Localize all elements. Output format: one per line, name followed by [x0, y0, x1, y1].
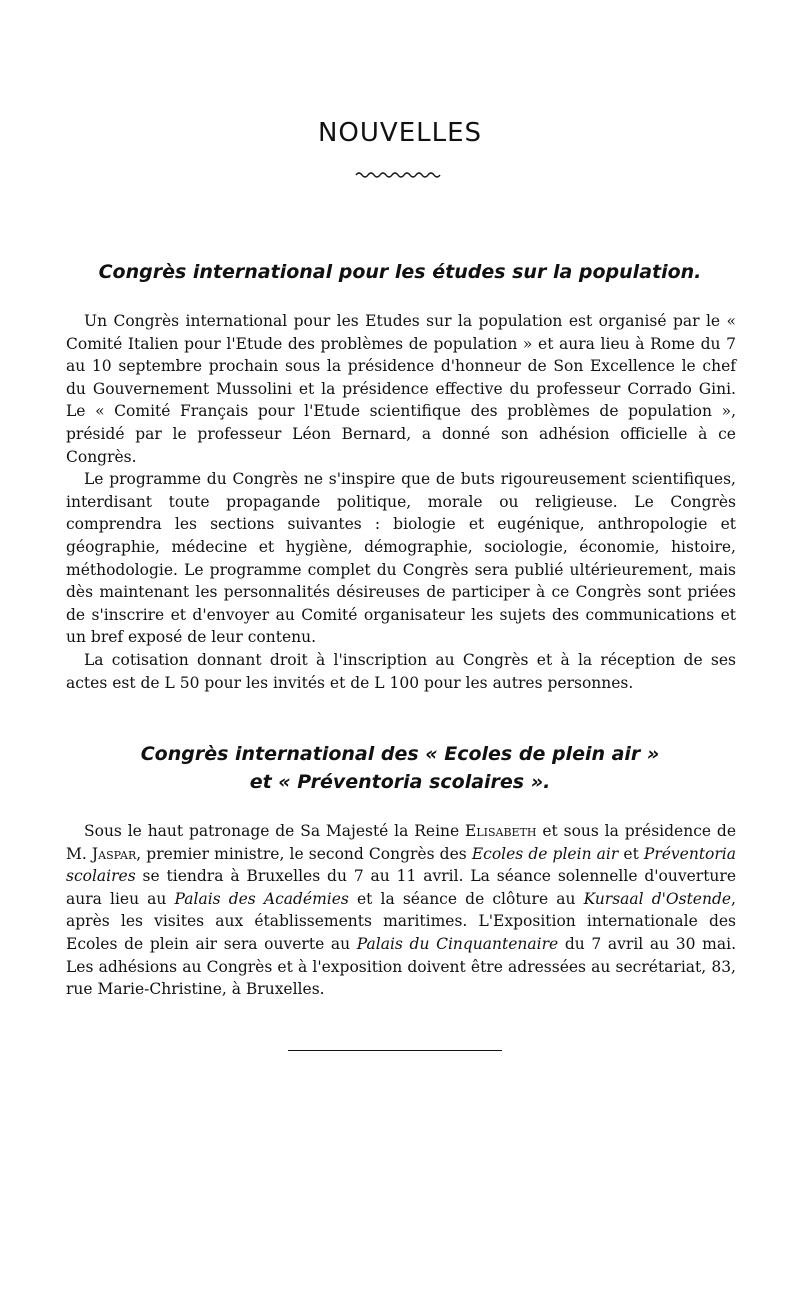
text-segment: , premier ministre, le second Congrès des — [136, 844, 472, 863]
text-segment: et — [618, 844, 644, 863]
wavy-divider-ornament — [355, 170, 441, 180]
paragraph: Un Congrès international pour les Etudes sur la population est organisé par le « Comité Italien pour l'Etude des problèmes de population » et aura lieu à Rome du 7 au 10 septembre prochain sous la présidence d'honneur de Son Excellence le chef du Gouvernement Mussolini et la présidence effective du professeur Corrado Gini. Le « Comité Français pour l'Etude scientifique des problèmes de population », présidé par le professeur Léon Bernard, a donné son adhésion officielle à ce Congrès. — [66, 312, 736, 466]
italic-term: Ecoles de plein air — [471, 844, 619, 863]
paragraph: Le programme du Congrès ne s'inspire que de buts rigoureusement scientifiques, interdisant toute propagande politique, morale ou religieuse. Le Congrès comprendra les sections suivantes : biologie et eugénique, anthropologie et géographie, médecine et hygiène, démographie, sociologie, économie, histoire, méthodologie. Le programme complet du Congrès sera publié ultérieurement, mais dès maintenant les personnalités désireuses de participer à ce Congrès sont priées de s'inscrire et d'envoyer au Comité organisateur les sujets des communications et un bref exposé de leur contenu. — [66, 470, 736, 647]
italic-place: Kursaal d'Ostende — [583, 889, 732, 908]
page-heading: NOUVELLES — [317, 118, 483, 148]
section-body-open-air-schools-congress — [66, 820, 736, 1001]
end-rule-divider — [288, 1050, 502, 1051]
text-segment: se tiendra à Bruxelles du 7 au 11 avril. La séance solennelle d'ouverture aura lieu au — [66, 867, 736, 908]
section-title-line-2: et « Préventoria scolaires ». — [249, 771, 551, 793]
text-segment: , après les visites aux établissements maritimes. L'Exposition internationale des Ecoles de plein air sera ouverte au — [66, 889, 736, 953]
paragraph — [66, 820, 736, 1001]
section-title-open-air-schools-congress — [0, 740, 800, 796]
section-title-text: Congrès international pour les études sur la population. — [98, 261, 702, 283]
paragraph: La cotisation donnant droit à l'inscription au Congrès et à la réception de ses actes est de L 50 pour les invités et de L 100 pour les autres personnes. — [66, 650, 736, 692]
person-name-queen: Elisabeth — [465, 822, 537, 840]
italic-place: Palais du Cinquantenaire — [356, 934, 559, 953]
section-title-population-congress — [0, 258, 800, 286]
section-body-population-congress — [66, 310, 736, 694]
text-segment: et sous la présidence de M. — [66, 822, 736, 863]
italic-term: Préventoria scolaires — [66, 844, 736, 886]
person-name-minister: Jaspar — [91, 844, 137, 863]
text-segment: et la séance de clôture au — [348, 889, 584, 908]
italic-place: Palais des Académies — [174, 889, 349, 908]
text-segment: du 7 avril au 30 mai. Les adhésions au Congrès et à l'exposition doivent être adressées au secrétariat, 83, rue Marie-Christine, à Bruxelles. — [66, 934, 737, 999]
text-segment: Sous le haut patronage de Sa Majesté la Reine — [84, 822, 466, 840]
section-title-line-1: Congrès international des « Ecoles de plein air » — [140, 743, 660, 765]
